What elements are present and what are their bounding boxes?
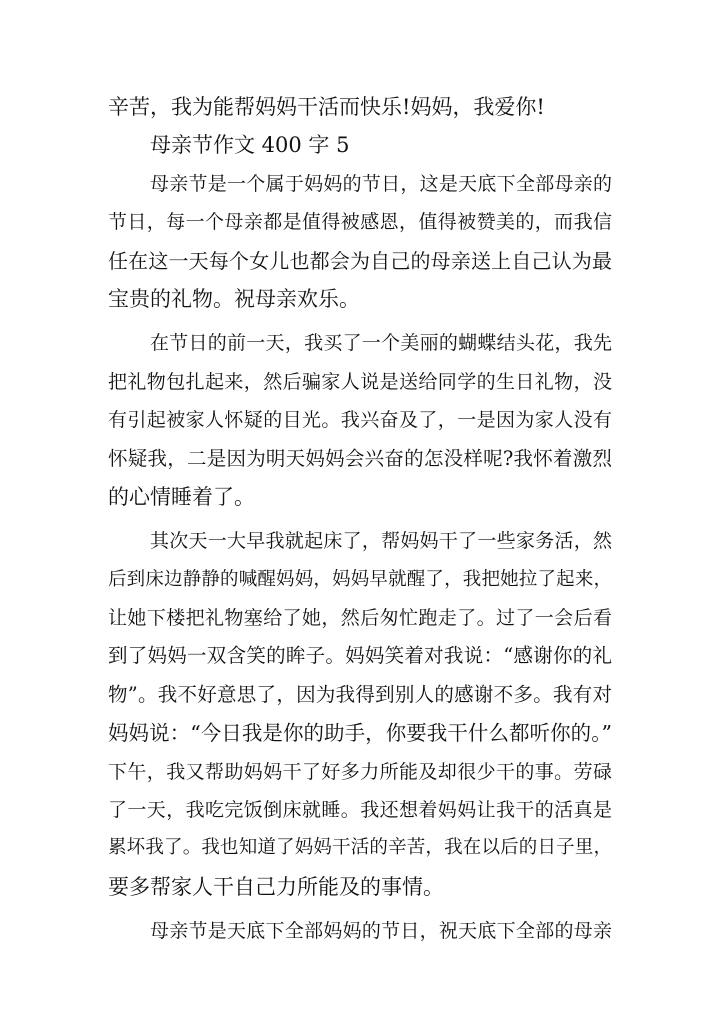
text-line: 辛苦，我为能帮妈妈干活而快乐!妈妈，我爱你!: [108, 95, 545, 119]
text-line: 了一天，我吃完饭倒床就睡。我还想着妈妈让我干的活真是: [108, 799, 612, 822]
text-line: 节日，每一个母亲都是值得被感恩，值得被赞美的，而我信: [108, 211, 612, 234]
paragraph-4: [108, 912, 612, 950]
text-line: 后到床边静静的喊醒妈妈，妈妈早就醒了，我把她拉了起来，: [108, 568, 612, 590]
text-line: 母亲节是天底下全部妈妈的节日，祝天底下全部的母亲: [150, 920, 612, 943]
paragraph-1: [108, 165, 612, 319]
text-line: 怀疑我，二是因为明天妈妈会兴奋的怎没样呢?我怀着激烈: [108, 446, 612, 470]
text-line: 累坏我了。我也知道了妈妈干活的辛苦，我在以后的日子里，: [108, 837, 612, 859]
continuation-paragraph: [108, 88, 612, 126]
text-line: 要多帮家人干自己力所能及的事情。: [108, 874, 444, 899]
text-line: 让她下楼把礼物塞给了她，然后匆忙跑走了。过了一会后看: [108, 607, 612, 630]
text-line: 母亲节是一个属于妈妈的节日，这是天底下全部母亲的: [150, 172, 612, 195]
text-line: 其次天一大早我就起床了，帮妈妈干了一些家务活，然: [150, 530, 612, 553]
text-line: 有引起被家人怀疑的目光。我兴奋及了，一是因为家人没有: [108, 409, 612, 432]
paragraph-2: [108, 324, 612, 516]
text-line: 的心情睡着了。: [108, 484, 255, 509]
paragraph-3: [108, 522, 612, 906]
essay-heading: [108, 126, 612, 164]
text-line: 妈妈说：“今日我是你的助手，你要我干什么都听你的。”: [108, 721, 612, 746]
heading-text: 母亲节作文 400 字 5: [150, 133, 350, 158]
text-line: 下午，我又帮助妈妈干了好多力所能及却很少干的事。劳碌: [108, 760, 612, 783]
document-body: [108, 88, 612, 951]
text-line: 在节日的前一天，我买了一个美丽的蝴蝶结头花，我先: [150, 332, 612, 355]
text-line: 任在这一天每个女儿也都会为自己的母亲送上自己认为最: [108, 248, 612, 273]
text-line: 把礼物包扎起来，然后骗家人说是送给同学的生日礼物，没: [108, 370, 612, 393]
text-line: 物”。我不好意思了，因为我得到别人的感谢不多。我有对: [108, 682, 612, 706]
text-line: 宝贵的礼物。祝母亲欢乐。: [108, 286, 360, 311]
text-line: 到了妈妈一双含笑的眸子。妈妈笑着对我说：“感谢你的礼: [108, 644, 612, 668]
